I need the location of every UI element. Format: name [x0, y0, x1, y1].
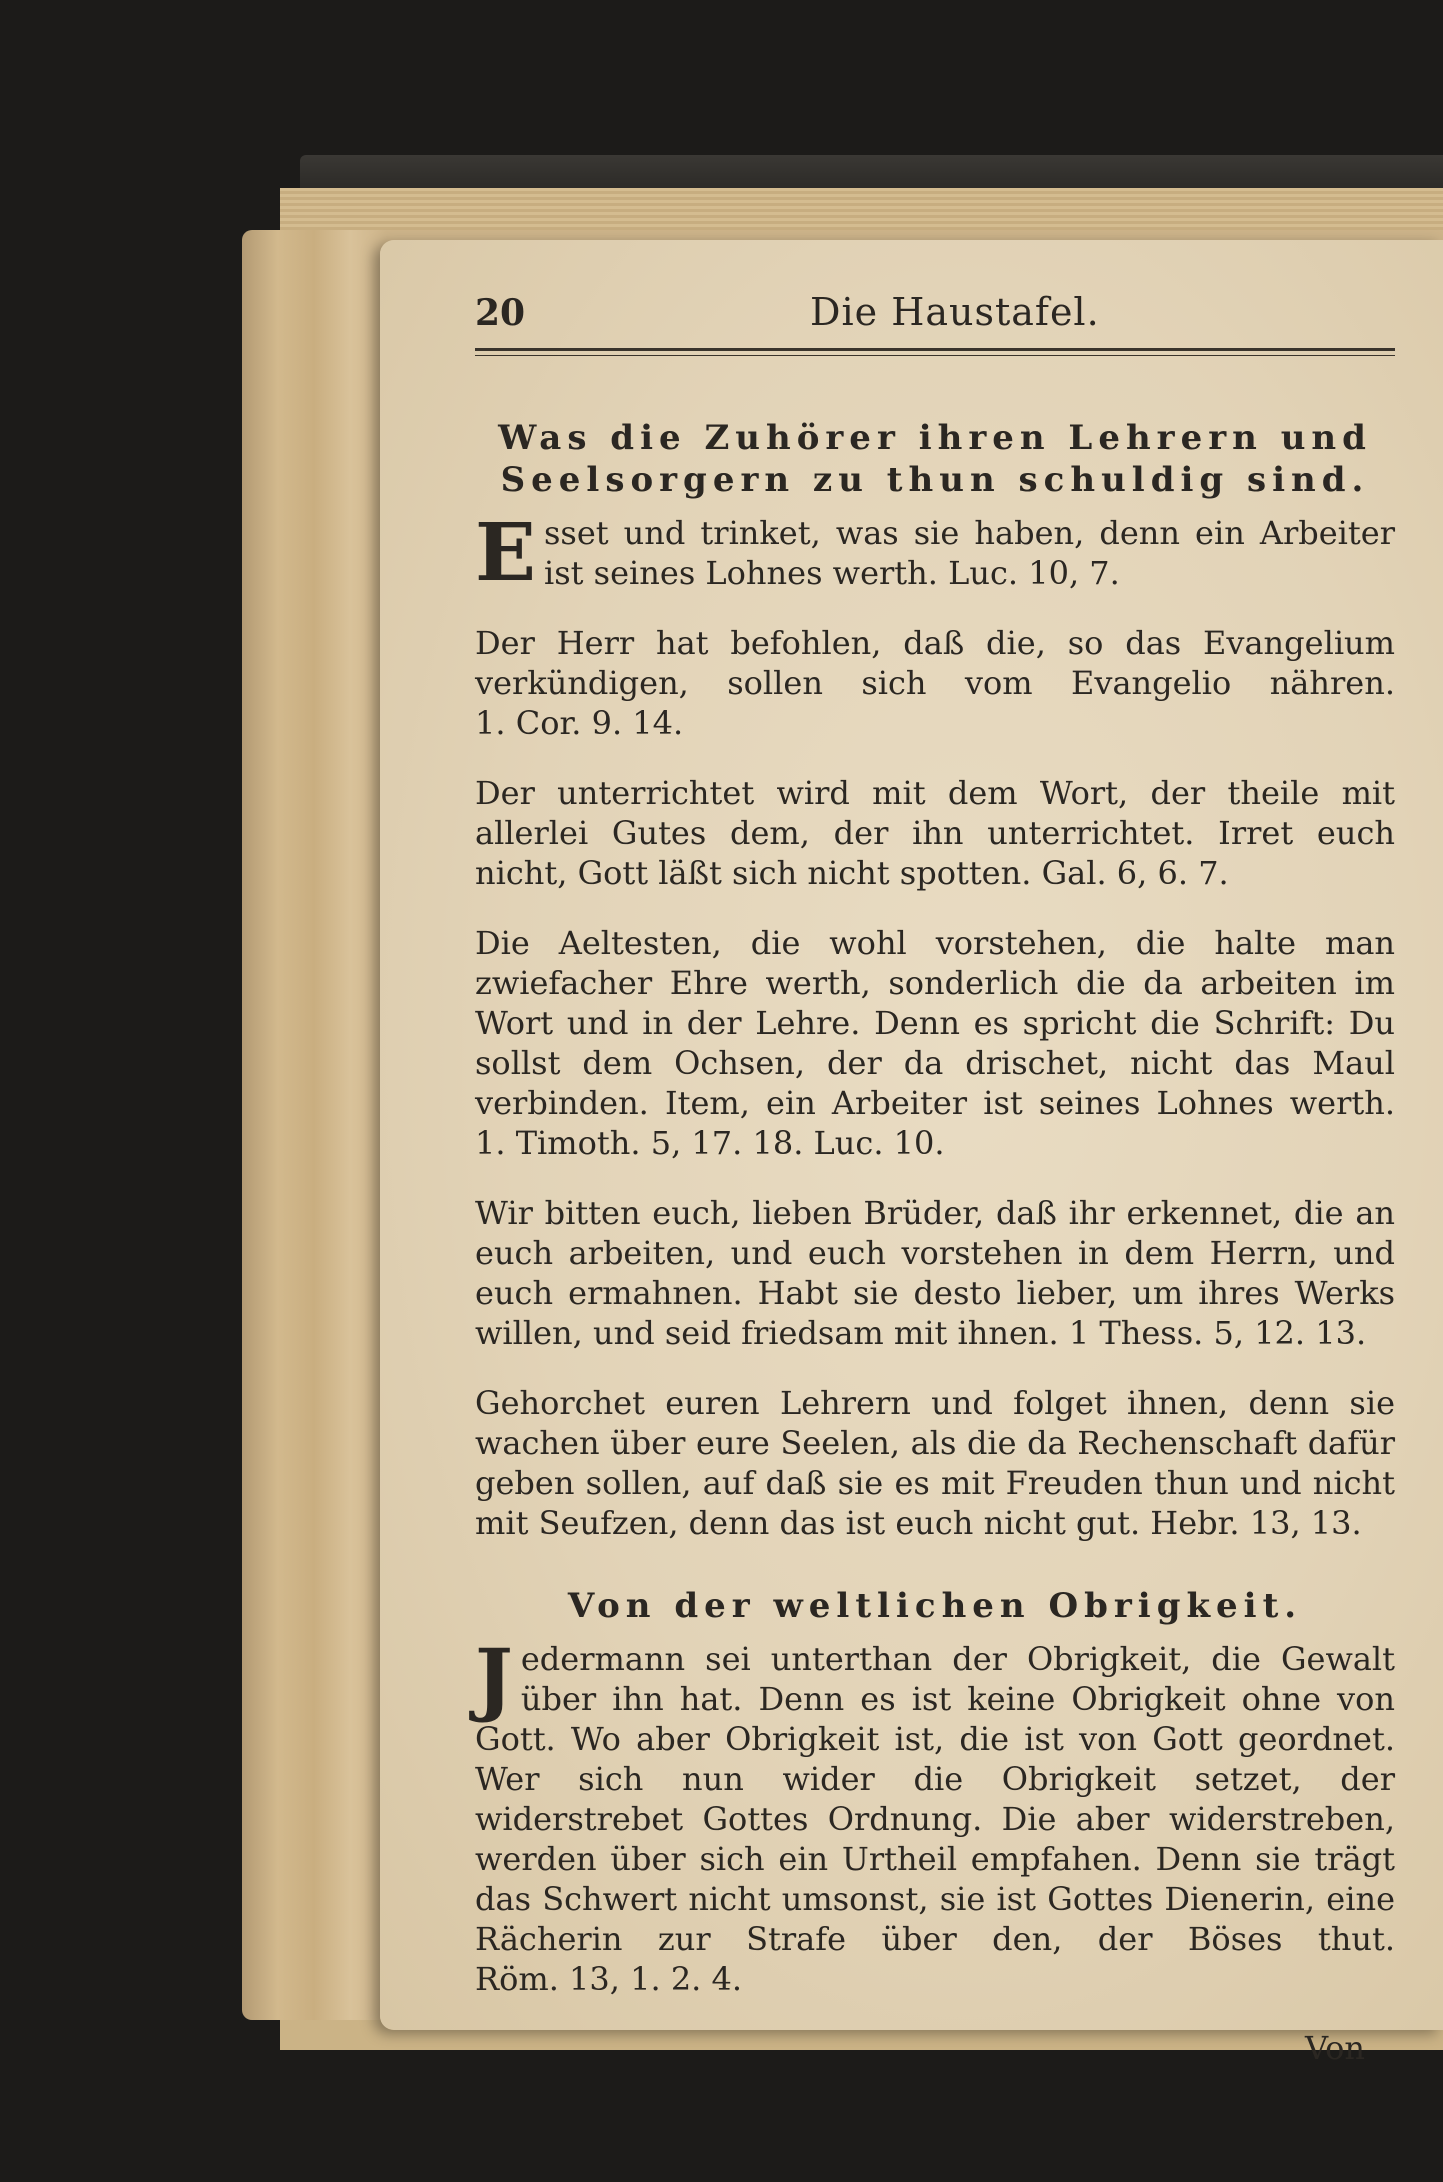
paragraph [475, 1631, 1395, 1999]
paragraph-text: Gehorchet euren Lehrern und folget ihnen, denn sie wachen über eure Seelen, als die da Rechenschaft dafür geben sollen, auf daß sie es mit Freuden thun und nicht mit Seufzen, denn das ist euch nicht gut. [475, 1384, 1395, 1542]
paragraph-text: edermann sei unterthan der Obrigkeit, die Gewalt über ihn hat. Denn es ist keine Obrigkeit ohne von Gott. Wo aber Obrigkeit ist, die ist von Gott geordnet. Wer sich nun wider die Obrigkeit setzet, der widerstrebet Gottes Ordnung. Die aber widerstreben, werden über sich ein Urtheil empfahen. Denn sie trägt das Schwert nicht umsonst, sie ist Gottes Dienerin, eine Rächerin zur Strafe über den, der Böses thut. [475, 1640, 1395, 1958]
scripture-reference: Hebr. 13, 13. [1150, 1504, 1362, 1542]
dropcap: J [475, 1631, 513, 1725]
scripture-reference: 1. Cor. 9. 14. [475, 704, 684, 742]
paragraph [475, 505, 1395, 599]
paragraph [475, 1193, 1395, 1353]
catchword: Von [1304, 2029, 1365, 2067]
page-header [475, 290, 1395, 351]
paragraph-text: Die Aeltesten, die wohl vorstehen, die halte man zwiefacher Ehre werth, sonderlich die da arbeiten im Wort und in der Lehre. Denn es spricht die Schrift: Du sollst dem Ochsen, der da drischet, nicht das Maul verbinden. Item, ein Arbeiter ist seines Lohnes werth. [475, 924, 1395, 1122]
paragraph-text: sset und trinket, was sie haben, denn ein Arbeiter ist seines Lohnes werth. [543, 514, 1395, 592]
page-number: 20 [475, 292, 526, 334]
scripture-reference: 1. Timoth. 5, 17. 18. Luc. 10. [475, 1124, 945, 1162]
paragraph [475, 1383, 1395, 1543]
paragraph [475, 773, 1395, 893]
page-content [475, 290, 1395, 2067]
paragraph-text: Der Herr hat befohlen, daß die, so das Evangelium verkündigen, sollen sich vom Evangelio nähren. [475, 624, 1395, 702]
running-head: Die Haustafel. [810, 290, 1100, 334]
section-heading: Von der weltlichen Obrigkeit. [567, 1586, 1303, 1626]
dropcap: E [475, 505, 536, 599]
scripture-reference: 1 Thess. 5, 12. 13. [1068, 1314, 1367, 1352]
scripture-reference: Luc. 10, 7. [948, 554, 1120, 592]
paragraph-text: Der unterrichtet wird mit dem Wort, der theile mit allerlei Gutes dem, der ihn unterrichtet. Irret euch nicht, Gott läßt sich nicht spotten. [475, 774, 1395, 892]
scripture-reference: Gal. 6, 6. 7. [1041, 854, 1229, 892]
paragraph [475, 923, 1395, 1163]
paragraph-text: Wir bitten euch, lieben Brüder, daß ihr erkennet, die an euch arbeiten, und euch vorstehen in dem Herrn, und euch ermahnen. Habt sie desto lieber, um ihres Werks willen, und seid friedsam mit ihnen. [475, 1194, 1395, 1352]
section-heading: Was die Zuhörer ihren Lehrern und Seelsorgern zu thun schuldig sind. [498, 418, 1372, 500]
scripture-reference: Röm. 13, 1. 2. 4. [475, 1960, 743, 1998]
paragraph [475, 623, 1395, 743]
